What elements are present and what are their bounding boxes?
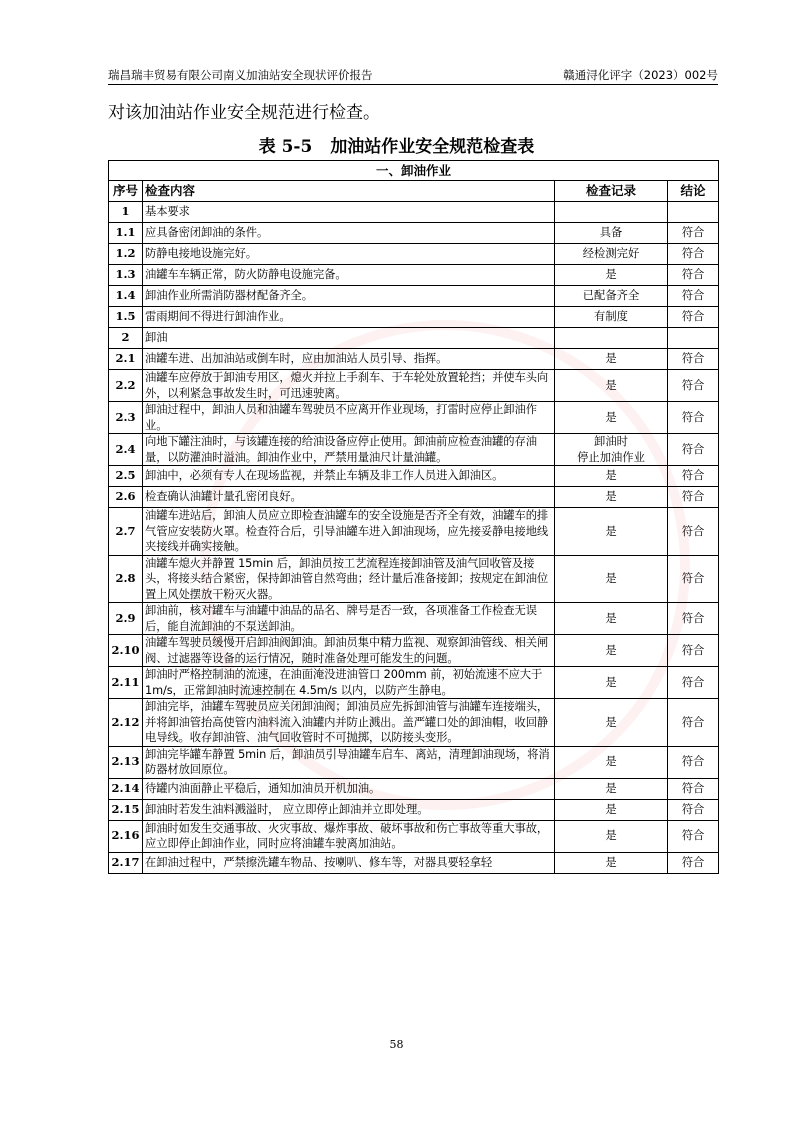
row-check-record: 是 xyxy=(555,265,668,286)
row-check-record: 是 xyxy=(555,603,668,635)
header-report-number: 赣通浔化评字（2023）002号 xyxy=(563,68,718,82)
row-number: 2 xyxy=(109,328,143,349)
row-check-content: 雷雨期间不得进行卸油作业。 xyxy=(143,307,555,328)
intro-text: 对该加油站作业安全规范进行检查。 xyxy=(108,103,380,123)
header-row xyxy=(109,181,719,202)
row-check-content: 卸油中，必须有专人在现场监视，并禁止车辆及非工作人员进入卸油区。 xyxy=(143,466,555,487)
page-header xyxy=(108,66,718,85)
table-row xyxy=(109,852,719,873)
section-title: 一、卸油作业 xyxy=(109,161,719,181)
row-check-content: 油罐车驾驶员缓慢开启卸油阀卸油。卸油员集中精力监视、观察卸油管线、相关闸阀、过滤器等设备的运行情况，随时准备处理可能发生的问题。 xyxy=(143,635,555,667)
row-check-content: 卸油作业所需消防器材配备齐全。 xyxy=(143,286,555,307)
table-row xyxy=(109,466,719,487)
row-check-record: 是 xyxy=(555,349,668,370)
row-conclusion: 符合 xyxy=(668,603,719,635)
row-number: 1.3 xyxy=(109,265,143,286)
row-number: 1 xyxy=(109,202,143,223)
row-check-record: 是 xyxy=(555,852,668,873)
row-conclusion: 符合 xyxy=(668,820,719,852)
row-check-content: 防静电接地设施完好。 xyxy=(143,244,555,265)
table-row xyxy=(109,223,719,244)
row-conclusion: 符合 xyxy=(668,667,719,699)
row-check-record: 是 xyxy=(555,820,668,852)
table-row xyxy=(109,265,719,286)
row-number: 2.15 xyxy=(109,799,143,820)
row-check-record: 是 xyxy=(555,667,668,699)
row-check-content: 卸油 xyxy=(143,328,555,349)
page-number: 58 xyxy=(389,1038,404,1051)
table-row xyxy=(109,328,719,349)
table-row xyxy=(109,307,719,328)
row-check-record: 经检测完好 xyxy=(555,244,668,265)
row-check-record: 是 xyxy=(555,487,668,508)
row-check-record: 具备 xyxy=(555,223,668,244)
row-conclusion: 符合 xyxy=(668,487,719,508)
row-conclusion: 符合 xyxy=(668,466,719,487)
column-header-content: 检查内容 xyxy=(143,181,555,202)
row-check-record: 卸油时 停止加油作业 xyxy=(555,434,668,466)
row-check-content: 应具备密闭卸油的条件。 xyxy=(143,223,555,244)
row-check-record: 是 xyxy=(555,555,668,603)
table-row xyxy=(109,202,719,223)
table-row xyxy=(109,349,719,370)
row-number: 2.13 xyxy=(109,746,143,778)
row-check-content: 卸油前，核对罐车与油罐中油品的品名、牌号是否一致，各项准备工作检查无误后，能自流卸油的不泵送卸油。 xyxy=(143,603,555,635)
row-number: 2.11 xyxy=(109,667,143,699)
column-header-result: 结论 xyxy=(668,181,719,202)
row-check-record: 是 xyxy=(555,699,668,747)
row-conclusion: 符合 xyxy=(668,746,719,778)
table-row xyxy=(109,699,719,747)
row-conclusion: 符合 xyxy=(668,635,719,667)
table-row xyxy=(109,603,719,635)
row-check-content: 在卸油过程中，严禁擦洗罐车物品、按喇叭、修车等，对器具要轻拿轻 xyxy=(143,852,555,873)
row-conclusion: 符合 xyxy=(668,778,719,799)
row-check-content: 基本要求 xyxy=(143,202,555,223)
row-number: 1.5 xyxy=(109,307,143,328)
row-conclusion: 符合 xyxy=(668,265,719,286)
row-check-content: 检查确认油罐计量孔密闭良好。 xyxy=(143,487,555,508)
row-number: 2.4 xyxy=(109,434,143,466)
column-header-record: 检查记录 xyxy=(555,181,668,202)
row-conclusion: 符合 xyxy=(668,349,719,370)
row-number: 2.17 xyxy=(109,852,143,873)
row-check-record: 有制度 xyxy=(555,307,668,328)
row-check-content: 卸油过程中，卸油人员和油罐车驾驶员不应离开作业现场，打雷时应停止卸油作业。 xyxy=(143,402,555,434)
table-row xyxy=(109,434,719,466)
row-conclusion: 符合 xyxy=(668,286,719,307)
row-check-record: 是 xyxy=(555,635,668,667)
row-conclusion: 符合 xyxy=(668,508,719,556)
row-number: 2.9 xyxy=(109,603,143,635)
row-number: 2.1 xyxy=(109,349,143,370)
row-number: 1.2 xyxy=(109,244,143,265)
table-caption xyxy=(0,132,793,157)
row-number: 2.3 xyxy=(109,402,143,434)
row-check-record: 是 xyxy=(555,466,668,487)
row-check-content: 向地下罐注油时，与该罐连接的给油设备应停止使用。卸油前应检查油罐的存油量，以防灌油时溢油。卸油作业中，严禁用量油尺计量油罐。 xyxy=(143,434,555,466)
table-row xyxy=(109,635,719,667)
table-row xyxy=(109,487,719,508)
row-conclusion: 符合 xyxy=(668,699,719,747)
row-number: 2.5 xyxy=(109,466,143,487)
row-check-content: 卸油时如发生交通事故、火灾事故、爆炸事故、破坏事故和伤亡事故等重大事故，应立即停止卸油作业，同时应将油罐车驶离加油站。 xyxy=(143,820,555,852)
row-number: 1.4 xyxy=(109,286,143,307)
row-check-content: 油罐车应停放于卸油专用区，熄火并拉上手刹车、于车轮处放置轮挡；并使车头向外，以利紧急事故发生时，可迅速驶离。 xyxy=(143,370,555,402)
table-row xyxy=(109,555,719,603)
row-check-record: 已配备齐全 xyxy=(555,286,668,307)
row-conclusion: 符合 xyxy=(668,370,719,402)
row-conclusion xyxy=(668,202,719,223)
row-check-content: 卸油时严格控制油的流速，在油面淹没进油管口 200mm 前，初始流速不应大于 1m/s，正常卸油时流速控制在 4.5m/s 以内，以防产生静电。 xyxy=(143,667,555,699)
table-row xyxy=(109,370,719,402)
row-number: 2.2 xyxy=(109,370,143,402)
table-row xyxy=(109,244,719,265)
table-row xyxy=(109,667,719,699)
row-check-content: 油罐车进站后，卸油人员应立即检查油罐车的安全设施是否齐全有效，油罐车的排气管应安装防火罩。检查符合后，引导油罐车进入卸油现场，应先接妥静电接地线夹接线并确实接触。 xyxy=(143,508,555,556)
row-conclusion: 符合 xyxy=(668,223,719,244)
row-conclusion: 符合 xyxy=(668,434,719,466)
header-report-title: 瑞昌瑞丰贸易有限公司南义加油站安全现状评价报告 xyxy=(108,68,373,82)
row-check-content: 油罐车进、出加油站或倒车时，应由加油站人员引导、指挥。 xyxy=(143,349,555,370)
row-number: 2.7 xyxy=(109,508,143,556)
row-check-content: 卸油完毕，油罐车驾驶员应关闭卸油阀；卸油员应先拆卸油管与油罐车连接端头，并将卸油管抬高使管内油料流入油罐内并防止溅出。盖严罐口处的卸油帽，收回静电导线。收存卸油管、油气回收管时不可抛掷，以防接头变形。 xyxy=(143,699,555,747)
row-check-content: 卸油时若发生油料溅溢时， 应立即停止卸油并立即处理。 xyxy=(143,799,555,820)
row-check-record xyxy=(555,328,668,349)
row-check-record: 是 xyxy=(555,402,668,434)
table-row xyxy=(109,746,719,778)
table-row xyxy=(109,286,719,307)
row-conclusion xyxy=(668,328,719,349)
table-row xyxy=(109,820,719,852)
row-check-content: 油罐车熄火并静置 15min 后，卸油员按工艺流程连接卸油管及油气回收管及接头，将接头结合紧密，保持卸油管自然弯曲；经计量后准备接卸；按规定在卸油位置上风处摆放干粉灭火器。 xyxy=(143,555,555,603)
column-header-no: 序号 xyxy=(109,181,143,202)
table-row xyxy=(109,508,719,556)
section-title-row xyxy=(109,161,719,181)
table-row xyxy=(109,799,719,820)
row-check-record: 是 xyxy=(555,508,668,556)
table-number: 表 5-5 xyxy=(258,137,313,157)
row-conclusion: 符合 xyxy=(668,244,719,265)
inspection-table xyxy=(108,160,719,874)
row-number: 2.14 xyxy=(109,778,143,799)
row-check-record: 是 xyxy=(555,370,668,402)
table-title: 加油站作业安全规范检查表 xyxy=(330,137,535,157)
row-check-record: 是 xyxy=(555,746,668,778)
row-check-content: 油罐车车辆正常，防火防静电设施完备。 xyxy=(143,265,555,286)
row-check-content: 待罐内油面静止平稳后，通知加油员开机加油。 xyxy=(143,778,555,799)
row-conclusion: 符合 xyxy=(668,852,719,873)
row-number: 2.10 xyxy=(109,635,143,667)
row-check-record xyxy=(555,202,668,223)
row-number: 2.12 xyxy=(109,699,143,747)
table-row xyxy=(109,402,719,434)
row-number: 1.1 xyxy=(109,223,143,244)
row-check-record: 是 xyxy=(555,799,668,820)
row-conclusion: 符合 xyxy=(668,402,719,434)
row-number: 2.16 xyxy=(109,820,143,852)
table-row xyxy=(109,778,719,799)
row-check-content: 卸油完毕罐车静置 5min 后，卸油员引导油罐车启车、离站，清理卸油现场，将消防器材放回原位。 xyxy=(143,746,555,778)
row-conclusion: 符合 xyxy=(668,799,719,820)
row-number: 2.8 xyxy=(109,555,143,603)
row-number: 2.6 xyxy=(109,487,143,508)
row-conclusion: 符合 xyxy=(668,555,719,603)
row-conclusion: 符合 xyxy=(668,307,719,328)
row-check-record: 是 xyxy=(555,778,668,799)
